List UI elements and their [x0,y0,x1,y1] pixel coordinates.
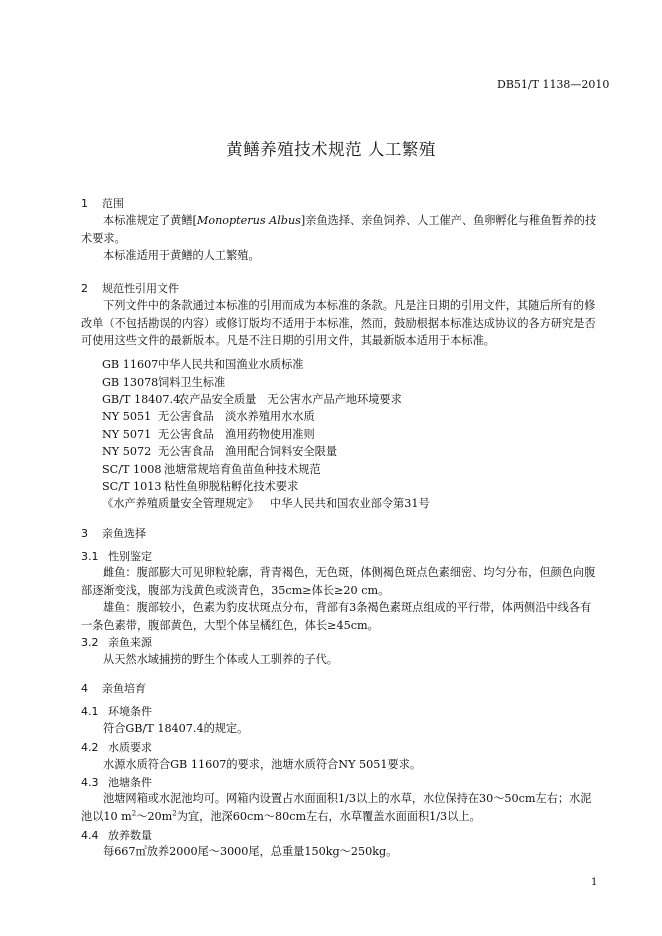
reference-item [102,461,321,477]
subsection-3-2-heading [81,634,152,650]
document-code: DB51/T 1138—2010 [497,78,610,91]
page-number: 1 [591,877,598,888]
subsection-number: 4.4 [81,829,99,842]
superscript: 2 [172,809,177,818]
subsection-number: 3.1 [81,550,99,563]
scientific-name: Monopterus Albus [196,214,301,227]
text-run: 雌鱼：腹部膨大可见卵粒轮廓，背青褐色，无色斑，体侧褐色斑点色素细密、均匀分布，但颜色向腹部逐渐变浅，腹部为浅黄色或淡青色，35cm≥体长≥20 cm。 [81,566,596,597]
subsection-3-2-text: 从天然水域捕捞的野生个体或人工驯养的子代。 [103,653,338,666]
ref-code: NY 5072 [102,445,152,458]
subsection-title: 水质要求 [108,741,152,754]
subsection-number: 3.2 [81,636,99,649]
subsection-4-4-heading [81,827,152,843]
section-4-heading [81,680,146,696]
reference-item [102,356,303,372]
ref-code: GB 13078 [102,376,159,389]
ref-code: NY 5051 [102,410,152,423]
subsection-4-3-heading [81,774,152,790]
ref-code: NY 5071 [102,428,152,441]
ref-code: SC/T 1013 [102,480,162,493]
subsection-title: 亲鱼来源 [108,636,152,649]
ref-title: 无公害食品 淡水养殖用水水质 [158,410,315,423]
ref-title: 农产品安全质量 无公害水产品产地环境要求 [178,393,402,406]
section-1-paragraph-2: 本标准适用于黄鳝的人工繁殖。 [103,249,260,262]
subsection-number: 4.2 [81,741,99,754]
section-title: 规范性引用文件 [102,282,179,295]
ref-code: GB/T 18407.4 [102,393,181,406]
subsection-4-1-text: 符合GB/T 18407.4的规定。 [103,722,249,735]
ref-code: 《水产养殖质量安全管理规定》 [102,497,259,510]
section-title: 范围 [102,197,124,210]
section-1-heading [81,195,124,211]
section-title: 亲鱼培育 [102,682,146,695]
text-run: 为宜，池深60cm～80cm左右，水草覆盖水面面积1/3以上。 [176,810,481,823]
text-run: 池以10 m [81,810,132,823]
ref-code: SC/T 1008 [102,463,162,476]
subsection-4-2-text: 水源水质符合GB 11607的要求，池塘水质符合NY 5051要求。 [103,758,422,771]
text-run: ～20m [136,810,173,823]
text-run: 雄鱼：腹部较小，色素为豹皮状斑点分布，背部有3条褐色素斑点组成的平行带，体两侧沿中线各有一条色素带，腹部黄色，大型个体呈橘红色，体长≥45cm。 [81,601,592,632]
section-3-heading [81,525,146,541]
ref-title: 池塘常规培育鱼苗鱼种技术规范 [164,463,321,476]
section-title: 亲鱼选择 [102,527,146,540]
subsection-4-4-text: 每667㎡放养2000尾～3000尾，总重量150kg～250kg。 [103,845,398,858]
reference-item [102,478,298,494]
subsection-4-1-heading [81,703,152,719]
ref-title: 中华人民共和国农业部令第31号 [270,497,430,510]
subsection-title: 环境条件 [108,705,152,718]
subsection-4-3-line-1: 池塘网箱或水泥池均可。网箱内设置占水面面积1/3以上的水草，水位保持在30～50cm左右；水泥 [103,792,592,805]
ref-title: 无公害食品 渔用药物使用准则 [158,428,315,441]
ref-title: 无公害食品 渔用配合饲料安全限量 [158,445,338,458]
ref-title: 饲料卫生标准 [158,376,226,389]
subsection-4-2-heading [81,739,152,755]
document-title: 黄鳝养殖技术规范 人工繁殖 [226,140,436,159]
ref-title: 中华人民共和国渔业水质标准 [158,358,304,371]
subsection-number: 4.3 [81,776,99,789]
superscript: 2 [131,809,137,818]
text-run: ]亲鱼选择、亲鱼饲养、人工催产、鱼卵孵化与稚鱼暂养的技术要求。 [81,214,597,245]
subsection-number: 4.1 [81,705,99,718]
section-number: 1 [81,197,88,210]
subsection-title: 性别鉴定 [108,550,152,563]
subsection-4-3-line-2 [81,808,481,826]
reference-item [102,374,225,390]
section-number: 2 [81,282,88,295]
section-number: 4 [81,682,88,695]
section-2-heading [81,280,179,296]
section-number: 3 [81,527,88,540]
reference-item [102,426,315,442]
male-description [81,599,601,634]
reference-item [102,495,430,511]
ref-code: GB 11607 [102,358,159,371]
subsection-3-1-heading [81,548,152,564]
section-1-paragraph-1 [81,212,601,247]
ref-title: 粘性鱼卵脱粘孵化技术要求 [164,480,299,493]
section-2-intro [81,297,601,350]
text-run: 本标准规定了黄鳝[ [103,214,197,227]
text-run: 下列文件中的条款通过本标准的引用而成为本标准的条款。凡是注日期的引用文件，其随后所有的修改单（不包括勘误的内容）或修订版均不适用于本标准，然而，鼓励根据本标准达成协议的各方研究是否可使用这些文件的最新版本。凡是不注日期的引用文件，其最新版本适用于本标准。 [81,299,596,347]
reference-item [102,391,402,407]
reference-item [102,443,337,459]
subsection-title: 放养数量 [108,829,152,842]
subsection-title: 池塘条件 [108,776,152,789]
reference-item [102,408,315,424]
female-description [81,564,601,599]
